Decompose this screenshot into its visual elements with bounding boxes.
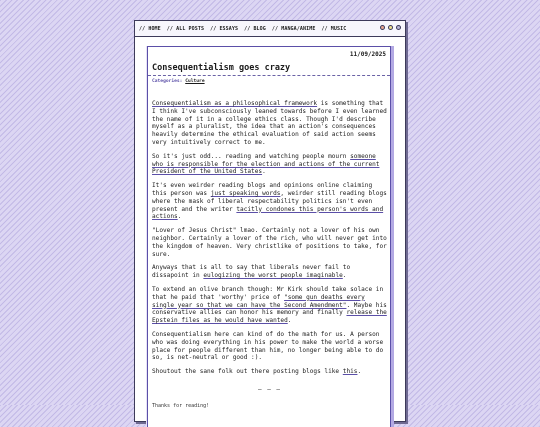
inline-link[interactable]: "some gun deaths every single year so that we can have the Second Amendment" xyxy=(152,293,365,309)
post-paragraph xyxy=(152,153,387,176)
post-paragraph xyxy=(152,227,387,258)
window-controls xyxy=(377,25,401,30)
paragraph-text: To extend an olive branch though: Mr Kirk should take solace in that he paid that 'worthy' price of xyxy=(152,285,384,301)
nav-blog[interactable]: // BLOG xyxy=(244,25,266,32)
post-footer: Thanks for reading! xyxy=(152,402,210,409)
inline-link[interactable]: this xyxy=(342,368,358,376)
paragraph-text: . xyxy=(357,368,362,376)
inline-link[interactable]: release the Epstein files as he would have wanted xyxy=(152,309,387,325)
post-paragraph xyxy=(152,368,387,376)
paragraph-text: It's even weirder reading blogs and opinions online claiming this person was xyxy=(152,182,373,197)
post-date: 11/09/2025 xyxy=(349,51,386,58)
paragraph-text: . xyxy=(342,272,347,280)
post-body xyxy=(152,100,387,409)
nav-home[interactable]: // HOME xyxy=(139,25,161,32)
title-bar xyxy=(135,21,405,37)
post-paragraph xyxy=(152,286,387,325)
post-card xyxy=(147,46,391,427)
paragraph-text: Consequentialism here can kind of do the math for us. A person who was doing everything in his power to make the world a worse place for people different than him, no longer being able to do so, is net-neutral or good :). xyxy=(152,330,384,362)
post-paragraph xyxy=(152,331,387,362)
title-divider xyxy=(148,75,390,76)
inline-link[interactable]: tacitly condones this person's words and actions xyxy=(152,205,384,221)
paragraph-text: . xyxy=(287,317,292,325)
post-paragraph xyxy=(152,100,387,147)
nav-all-posts[interactable]: // ALL POSTS xyxy=(166,25,205,32)
inline-link[interactable]: eulogizing the worst people imaginable xyxy=(203,272,343,280)
paragraph-text: Shoutout the sane folk out there posting blogs like xyxy=(152,368,343,376)
post-paragraph xyxy=(152,182,387,221)
close-dot-icon[interactable] xyxy=(396,25,401,30)
top-nav xyxy=(139,21,352,36)
post-paragraph xyxy=(152,264,387,280)
paragraph-text: . xyxy=(262,168,266,176)
inline-link[interactable]: Consequentialism as a philosophical framework xyxy=(152,100,318,107)
paragraph-text: "Lover of Jesus Christ" lmao. Certainly not a lover of his own neighbor. Certainly a lover of the rich, who will never get into the kingdom of heaven. Very christlike of positions to take, for sure. xyxy=(152,227,387,258)
minimize-dot-icon[interactable] xyxy=(380,25,385,30)
categories-label: Categories: xyxy=(152,79,183,84)
nav-music[interactable]: // MUSIC xyxy=(321,25,347,32)
post-categories xyxy=(152,79,205,84)
maximize-dot-icon[interactable] xyxy=(388,25,393,30)
nav-essays[interactable]: // ESSAYS xyxy=(210,25,239,32)
paragraph-text: So it's just odd... reading and watching people mourn xyxy=(152,152,351,160)
paragraph-text: . xyxy=(177,213,182,221)
paragraph-text: , weirder still reading blogs where the mask of liberal respectability politics isn't even present and the writer xyxy=(152,189,387,213)
paragraph-text: . Maybe his conservative allies can honor his memory and finally xyxy=(152,301,387,317)
paragraph-text: Anyways that is all to say that liberals never fail to dissapoint in xyxy=(152,264,351,280)
inline-link[interactable]: just speaking words xyxy=(210,189,281,197)
category-link[interactable]: Culture xyxy=(185,79,205,84)
post-title: Consequentialism goes crazy xyxy=(152,63,291,73)
nav-manga-anime[interactable]: // MANGA/ANIME xyxy=(271,25,316,32)
browser-window xyxy=(134,20,406,422)
inline-link[interactable]: someone who is responsible for the election and actions of the current President of the United States xyxy=(152,152,380,176)
paragraph-text: is something that I think I've subconsciously leaned towards before I even learned the name of it in a college ethics class. Though I'd describe myself as a pluralist, the idea that an action's consequences heavily determine the ethical evaluation of said action seems very intuitively correct to me. xyxy=(152,100,387,146)
section-separator: — — — xyxy=(257,385,282,393)
